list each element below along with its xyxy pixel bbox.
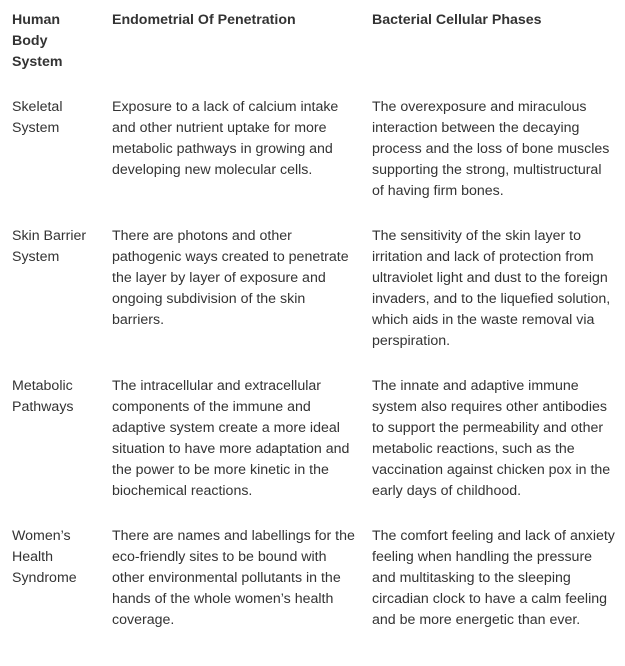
system-name-cell: Skeletal System bbox=[12, 99, 63, 136]
bacterial-cell: The overexposure and miraculous interaction between the decaying process and the loss of bone muscles supporting the strong, multistructural of having firm bones. bbox=[372, 99, 610, 199]
header-bacterial-cellular-phases: Bacterial Cellular Phases bbox=[372, 12, 542, 28]
bacterial-cell: The sensitivity of the skin layer to irritation and lack of protection from ultraviolet light and dust to the foreign invaders, and to the liquefied solution, which aids in the waste removal via perspiration. bbox=[372, 228, 611, 349]
bacterial-cell: The comfort feeling and lack of anxiety feeling when handling the pressure and multitasking to the sleeping circadian clock to have a calm feeling and be more energetic than ever. bbox=[372, 528, 615, 628]
endometrial-cell: There are names and labellings for the eco-friendly sites to be bound with other environmental pollutants in the hands of the whole women’s health coverage. bbox=[112, 528, 355, 628]
header-human-body-system: Human Body System bbox=[12, 12, 63, 70]
endometrial-cell: There are photons and other pathogenic ways created to penetrate the layer by layer of exposure and ongoing subdivision of the skin barriers. bbox=[112, 228, 349, 328]
system-name-cell: Women’s Health Syndrome bbox=[12, 528, 77, 586]
system-name-cell: Skin Barrier System bbox=[12, 228, 87, 265]
system-name-cell: Metabolic Pathways bbox=[12, 378, 74, 415]
endometrial-cell: The intracellular and extracellular components of the immune and adaptive system create a more ideal situation to have more adaptation and the power to be more kinetic in the biochemical reactions. bbox=[112, 378, 350, 499]
endometrial-cell: Exposure to a lack of calcium intake and other nutrient uptake for more metabolic pathways in growing and developing new molecular cells. bbox=[112, 99, 339, 178]
header-endometrial-of-penetration: Endometrial Of Penetration bbox=[112, 12, 296, 28]
bacterial-cell: The innate and adaptive immune system also requires other antibodies to support the permeability and other metabolic reactions, such as the vaccination against chicken pox in the early days of childhood. bbox=[372, 378, 611, 499]
